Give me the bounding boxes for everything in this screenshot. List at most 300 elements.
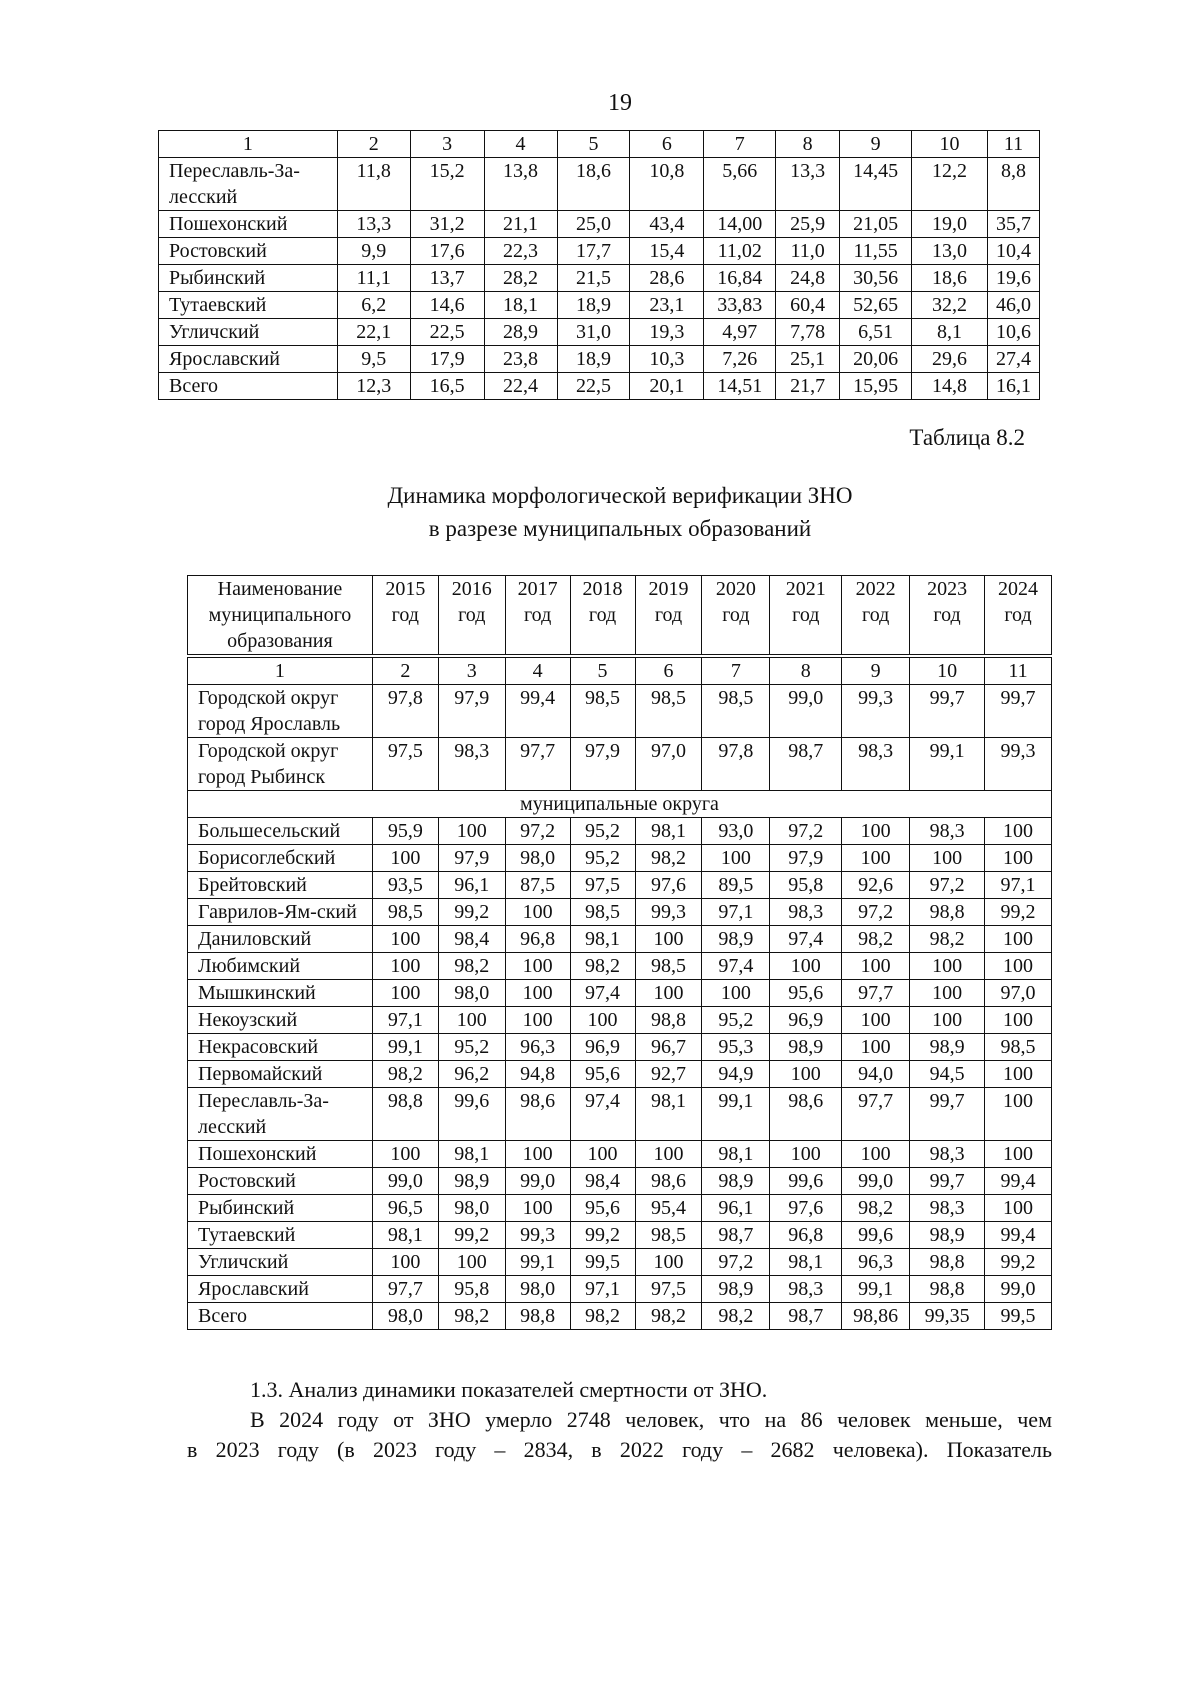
table-morphological-verification (187, 575, 1052, 1330)
value-cell: 98,0 (438, 1195, 505, 1222)
value-cell: 97,2 (702, 1249, 770, 1276)
table-row (188, 1141, 1052, 1168)
value-cell: 98,0 (438, 980, 505, 1007)
row-name-cell: Даниловский (188, 926, 373, 953)
row-name-cell: Мышкинский (188, 980, 373, 1007)
row-name-cell: Угличский (188, 1249, 373, 1276)
value-cell: 100 (372, 845, 438, 872)
table-row (159, 373, 1040, 400)
value-cell: 97,1 (702, 899, 770, 926)
value-cell: 99,0 (842, 1168, 910, 1195)
value-cell: 100 (505, 1007, 570, 1034)
value-cell: 98,1 (702, 1141, 770, 1168)
value-cell: 7,78 (776, 319, 840, 346)
value-cell: 100 (505, 953, 570, 980)
value-cell: 25,0 (557, 211, 630, 238)
value-cell: 100 (372, 953, 438, 980)
column-number-row (159, 131, 1040, 158)
value-cell: 100 (842, 953, 910, 980)
value-cell: 11,1 (337, 265, 410, 292)
value-cell: 17,6 (410, 238, 484, 265)
column-number-cell: 3 (410, 131, 484, 158)
value-cell: 99,7 (910, 1168, 985, 1195)
value-cell: 28,6 (630, 265, 704, 292)
value-cell: 98,9 (910, 1222, 985, 1249)
value-cell: 100 (635, 1141, 702, 1168)
value-cell: 21,7 (776, 373, 840, 400)
value-cell: 98,8 (910, 1249, 985, 1276)
value-cell: 24,8 (776, 265, 840, 292)
value-cell: 97,4 (770, 926, 842, 953)
value-cell: 11,0 (776, 238, 840, 265)
value-cell: 99,3 (635, 899, 702, 926)
table-row (188, 818, 1052, 845)
value-cell: 98,7 (770, 738, 842, 791)
value-cell: 99,3 (505, 1222, 570, 1249)
value-cell: 97,2 (770, 818, 842, 845)
value-cell: 99,6 (842, 1222, 910, 1249)
value-cell: 22,4 (484, 373, 557, 400)
value-cell: 35,7 (987, 211, 1039, 238)
value-cell: 98,6 (770, 1088, 842, 1141)
value-cell: 95,8 (438, 1276, 505, 1303)
row-name-cell: Ростовский (188, 1168, 373, 1195)
value-cell: 97,2 (842, 899, 910, 926)
column-number-cell: 3 (438, 656, 505, 685)
value-cell: 98,3 (438, 738, 505, 791)
value-cell: 12,3 (337, 373, 410, 400)
table-row (188, 953, 1052, 980)
value-cell: 98,3 (910, 1141, 985, 1168)
value-cell: 98,3 (910, 818, 985, 845)
value-cell: 98,5 (985, 1034, 1052, 1061)
value-cell: 19,0 (912, 211, 988, 238)
value-cell: 100 (702, 980, 770, 1007)
column-number-cell: 1 (159, 131, 338, 158)
value-cell: 60,4 (776, 292, 840, 319)
table-row (159, 158, 1040, 211)
table-row (159, 211, 1040, 238)
value-cell: 97,9 (438, 845, 505, 872)
table-row (188, 738, 1052, 791)
value-cell: 98,9 (702, 1168, 770, 1195)
value-cell: 100 (505, 980, 570, 1007)
value-cell: 18,9 (557, 292, 630, 319)
value-cell: 97,1 (372, 1007, 438, 1034)
value-cell: 22,1 (337, 319, 410, 346)
value-cell: 100 (842, 1034, 910, 1061)
value-cell: 100 (372, 1141, 438, 1168)
value-cell: 14,6 (410, 292, 484, 319)
value-cell: 17,9 (410, 346, 484, 373)
value-cell: 98,4 (570, 1168, 635, 1195)
value-cell: 98,5 (570, 899, 635, 926)
value-cell: 98,9 (438, 1168, 505, 1195)
row-name-cell: Переславль-За-лесский (159, 158, 338, 211)
value-cell: 98,86 (842, 1303, 910, 1330)
value-cell: 95,4 (635, 1195, 702, 1222)
value-cell: 100 (985, 1195, 1052, 1222)
value-cell: 97,6 (770, 1195, 842, 1222)
column-number-cell: 9 (842, 656, 910, 685)
column-number-cell: 5 (557, 131, 630, 158)
value-cell: 98,2 (635, 845, 702, 872)
row-name-cell: Гаврилов-Ям-ский (188, 899, 373, 926)
value-cell: 8,8 (987, 158, 1039, 211)
value-cell: 31,2 (410, 211, 484, 238)
value-cell: 100 (842, 818, 910, 845)
value-cell: 97,7 (505, 738, 570, 791)
header-year-cell: 2016 год (438, 576, 505, 657)
table-row (188, 1061, 1052, 1088)
value-cell: 95,2 (570, 818, 635, 845)
value-cell: 5,66 (704, 158, 776, 211)
column-number-cell: 7 (704, 131, 776, 158)
value-cell: 18,6 (557, 158, 630, 211)
column-number-cell: 10 (912, 131, 988, 158)
value-cell: 94,9 (702, 1061, 770, 1088)
value-cell: 93,0 (702, 818, 770, 845)
value-cell: 97,5 (635, 1276, 702, 1303)
value-cell: 97,7 (842, 980, 910, 1007)
value-cell: 12,2 (912, 158, 988, 211)
value-cell: 93,5 (372, 872, 438, 899)
value-cell: 11,8 (337, 158, 410, 211)
value-cell: 95,2 (570, 845, 635, 872)
value-cell: 100 (985, 953, 1052, 980)
value-cell: 99,7 (910, 685, 985, 738)
value-cell: 95,2 (438, 1034, 505, 1061)
value-cell: 100 (505, 1141, 570, 1168)
value-cell: 13,7 (410, 265, 484, 292)
value-cell: 100 (635, 926, 702, 953)
row-name-cell: Пошехонский (188, 1141, 373, 1168)
value-cell: 99,0 (770, 685, 842, 738)
value-cell: 95,8 (770, 872, 842, 899)
column-number-cell: 5 (570, 656, 635, 685)
value-cell: 21,5 (557, 265, 630, 292)
value-cell: 98,9 (702, 1276, 770, 1303)
row-name-cell: Ярославский (188, 1276, 373, 1303)
value-cell: 100 (372, 926, 438, 953)
table-row (188, 926, 1052, 953)
value-cell: 100 (985, 1141, 1052, 1168)
value-cell: 98,5 (635, 1222, 702, 1249)
row-name-cell: Первомайский (188, 1061, 373, 1088)
table-row (188, 1034, 1052, 1061)
row-name-cell: Тутаевский (188, 1222, 373, 1249)
value-cell: 100 (635, 980, 702, 1007)
value-cell: 9,9 (337, 238, 410, 265)
row-name-cell: Некрасовский (188, 1034, 373, 1061)
header-row (188, 576, 1052, 657)
value-cell: 16,1 (987, 373, 1039, 400)
value-cell: 98,1 (770, 1249, 842, 1276)
value-cell: 13,3 (337, 211, 410, 238)
value-cell: 14,51 (704, 373, 776, 400)
value-cell: 95,6 (770, 980, 842, 1007)
value-cell: 30,56 (840, 265, 912, 292)
table-row (188, 1276, 1052, 1303)
value-cell: 18,6 (912, 265, 988, 292)
table-title-line1: Динамика морфологической верификации ЗНО (387, 483, 853, 508)
value-cell: 99,0 (372, 1168, 438, 1195)
value-cell: 19,6 (987, 265, 1039, 292)
value-cell: 99,5 (985, 1303, 1052, 1330)
table-caption: Таблица 8.2 (909, 425, 1025, 450)
header-year-cell: 2018 год (570, 576, 635, 657)
value-cell: 98,5 (702, 685, 770, 738)
value-cell: 97,6 (635, 872, 702, 899)
value-cell: 100 (570, 1141, 635, 1168)
value-cell: 97,1 (570, 1276, 635, 1303)
table-row (159, 346, 1040, 373)
row-name-cell: Любимский (188, 953, 373, 980)
row-name-cell: Всего (188, 1303, 373, 1330)
value-cell: 94,8 (505, 1061, 570, 1088)
value-cell: 99,1 (372, 1034, 438, 1061)
value-cell: 99,3 (985, 738, 1052, 791)
value-cell: 97,1 (985, 872, 1052, 899)
value-cell: 96,3 (842, 1249, 910, 1276)
value-cell: 98,5 (372, 899, 438, 926)
value-cell: 18,9 (557, 346, 630, 373)
value-cell: 96,2 (438, 1061, 505, 1088)
value-cell: 98,2 (842, 926, 910, 953)
value-cell: 100 (910, 845, 985, 872)
table-row (159, 292, 1040, 319)
value-cell: 92,7 (635, 1061, 702, 1088)
value-cell: 13,0 (912, 238, 988, 265)
value-cell: 97,7 (842, 1088, 910, 1141)
table-row (159, 265, 1040, 292)
value-cell: 100 (438, 818, 505, 845)
header-year-cell: 2020 год (702, 576, 770, 657)
column-number-cell: 9 (840, 131, 912, 158)
header-year-cell: 2015 год (372, 576, 438, 657)
header-year-cell: 2023 год (910, 576, 985, 657)
value-cell: 99,2 (438, 1222, 505, 1249)
value-cell: 100 (438, 1249, 505, 1276)
value-cell: 100 (842, 1007, 910, 1034)
value-cell: 100 (570, 1007, 635, 1034)
value-cell: 28,9 (484, 319, 557, 346)
value-cell: 100 (770, 1061, 842, 1088)
value-cell: 99,1 (910, 738, 985, 791)
value-cell: 98,0 (505, 845, 570, 872)
value-cell: 6,2 (337, 292, 410, 319)
value-cell: 99,4 (985, 1168, 1052, 1195)
value-cell: 99,2 (570, 1222, 635, 1249)
value-cell: 98,8 (505, 1303, 570, 1330)
value-cell: 100 (910, 953, 985, 980)
value-cell: 98,9 (910, 1034, 985, 1061)
value-cell: 98,0 (505, 1276, 570, 1303)
value-cell: 99,7 (910, 1088, 985, 1141)
value-cell: 98,2 (910, 926, 985, 953)
value-cell: 13,3 (776, 158, 840, 211)
column-number-cell: 6 (635, 656, 702, 685)
value-cell: 43,4 (630, 211, 704, 238)
value-cell: 98,9 (770, 1034, 842, 1061)
value-cell: 98,2 (635, 1303, 702, 1330)
value-cell: 99,4 (985, 1222, 1052, 1249)
value-cell: 96,5 (372, 1195, 438, 1222)
table-row (188, 1303, 1052, 1330)
value-cell: 95,9 (372, 818, 438, 845)
value-cell: 29,6 (912, 346, 988, 373)
value-cell: 9,5 (337, 346, 410, 373)
row-name-cell: Пошехонский (159, 211, 338, 238)
value-cell: 99,1 (505, 1249, 570, 1276)
value-cell: 99,35 (910, 1303, 985, 1330)
value-cell: 46,0 (987, 292, 1039, 319)
value-cell: 99,5 (570, 1249, 635, 1276)
header-year-cell: 2021 год (770, 576, 842, 657)
row-name-cell: Рыбинский (188, 1195, 373, 1222)
value-cell: 100 (985, 1061, 1052, 1088)
value-cell: 100 (372, 980, 438, 1007)
column-number-cell: 1 (188, 656, 373, 685)
value-cell: 25,1 (776, 346, 840, 373)
value-cell: 98,1 (372, 1222, 438, 1249)
value-cell: 14,8 (912, 373, 988, 400)
value-cell: 19,3 (630, 319, 704, 346)
value-cell: 87,5 (505, 872, 570, 899)
value-cell: 100 (635, 1249, 702, 1276)
value-cell: 4,97 (704, 319, 776, 346)
value-cell: 10,6 (987, 319, 1039, 346)
value-cell: 10,4 (987, 238, 1039, 265)
header-name-cell: Наименование муниципального образования (188, 576, 373, 657)
value-cell: 94,5 (910, 1061, 985, 1088)
value-cell: 100 (910, 1007, 985, 1034)
value-cell: 22,5 (557, 373, 630, 400)
value-cell: 31,0 (557, 319, 630, 346)
value-cell: 100 (372, 1249, 438, 1276)
value-cell: 98,1 (635, 1088, 702, 1141)
section-label-cell: муниципальные округа (188, 791, 1052, 818)
table-row (159, 238, 1040, 265)
value-cell: 94,0 (842, 1061, 910, 1088)
column-number-row (188, 656, 1052, 685)
value-cell: 32,2 (912, 292, 988, 319)
value-cell: 99,2 (985, 1249, 1052, 1276)
value-cell: 100 (842, 845, 910, 872)
paragraph-line: в 2023 году (в 2023 году – 2834, в 2022 году – 2682 человека). Показатель (187, 1437, 1052, 1462)
value-cell: 100 (842, 1141, 910, 1168)
value-cell: 98,7 (702, 1222, 770, 1249)
column-number-cell: 7 (702, 656, 770, 685)
value-cell: 98,5 (635, 953, 702, 980)
value-cell: 96,9 (570, 1034, 635, 1061)
value-cell: 22,3 (484, 238, 557, 265)
value-cell: 100 (770, 953, 842, 980)
value-cell: 89,5 (702, 872, 770, 899)
value-cell: 10,8 (630, 158, 704, 211)
value-cell: 7,26 (704, 346, 776, 373)
value-cell: 95,2 (702, 1007, 770, 1034)
table-row (188, 1195, 1052, 1222)
value-cell: 98,5 (570, 685, 635, 738)
value-cell: 98,8 (910, 899, 985, 926)
row-name-cell: Всего (159, 373, 338, 400)
table-row (188, 980, 1052, 1007)
value-cell: 97,0 (635, 738, 702, 791)
table-title-line2: в разрезе муниципальных образований (428, 516, 812, 541)
value-cell: 15,95 (840, 373, 912, 400)
value-cell: 97,9 (570, 738, 635, 791)
column-number-cell: 8 (770, 656, 842, 685)
value-cell: 97,4 (702, 953, 770, 980)
value-cell: 27,4 (987, 346, 1039, 373)
page-number: 19 (608, 90, 632, 116)
value-cell: 97,2 (505, 818, 570, 845)
value-cell: 16,84 (704, 265, 776, 292)
value-cell: 98,2 (372, 1061, 438, 1088)
value-cell: 98,8 (910, 1276, 985, 1303)
value-cell: 97,7 (372, 1276, 438, 1303)
value-cell: 11,02 (704, 238, 776, 265)
value-cell: 98,6 (505, 1088, 570, 1141)
value-cell: 6,51 (840, 319, 912, 346)
row-name-cell: Борисоглебский (188, 845, 373, 872)
value-cell: 10,3 (630, 346, 704, 373)
table-row (188, 899, 1052, 926)
table-row (188, 1007, 1052, 1034)
value-cell: 100 (985, 845, 1052, 872)
value-cell: 52,65 (840, 292, 912, 319)
paragraph-line: В 2024 году от ЗНО умерло 2748 человек, что на 86 человек меньше, чем (250, 1407, 1052, 1432)
column-number-cell: 11 (985, 656, 1052, 685)
column-number-cell: 8 (776, 131, 840, 158)
value-cell: 100 (770, 1141, 842, 1168)
value-cell: 97,5 (570, 872, 635, 899)
value-cell: 20,1 (630, 373, 704, 400)
value-cell: 96,8 (505, 926, 570, 953)
section-row (188, 791, 1052, 818)
section-heading: 1.3. Анализ динамики показателей смертности от ЗНО. (250, 1377, 768, 1402)
value-cell: 97,8 (702, 738, 770, 791)
value-cell: 33,83 (704, 292, 776, 319)
value-cell: 99,7 (985, 685, 1052, 738)
value-cell: 96,3 (505, 1034, 570, 1061)
header-year-cell: 2019 год (635, 576, 702, 657)
value-cell: 23,8 (484, 346, 557, 373)
value-cell: 96,1 (438, 872, 505, 899)
column-number-cell: 2 (372, 656, 438, 685)
value-cell: 98,2 (438, 953, 505, 980)
table-row (159, 319, 1040, 346)
value-cell: 15,4 (630, 238, 704, 265)
value-cell: 11,55 (840, 238, 912, 265)
value-cell: 28,2 (484, 265, 557, 292)
table-row (188, 1088, 1052, 1141)
value-cell: 96,7 (635, 1034, 702, 1061)
value-cell: 98,8 (372, 1088, 438, 1141)
value-cell: 98,3 (770, 899, 842, 926)
header-year-cell: 2024 год (985, 576, 1052, 657)
value-cell: 99,2 (985, 899, 1052, 926)
column-number-cell: 4 (484, 131, 557, 158)
value-cell: 98,2 (438, 1303, 505, 1330)
row-name-cell: Городской округ город Рыбинск (188, 738, 373, 791)
value-cell: 100 (985, 1007, 1052, 1034)
value-cell: 22,5 (410, 319, 484, 346)
row-name-cell: Брейтовский (188, 872, 373, 899)
table-row (188, 685, 1052, 738)
value-cell: 99,4 (505, 685, 570, 738)
